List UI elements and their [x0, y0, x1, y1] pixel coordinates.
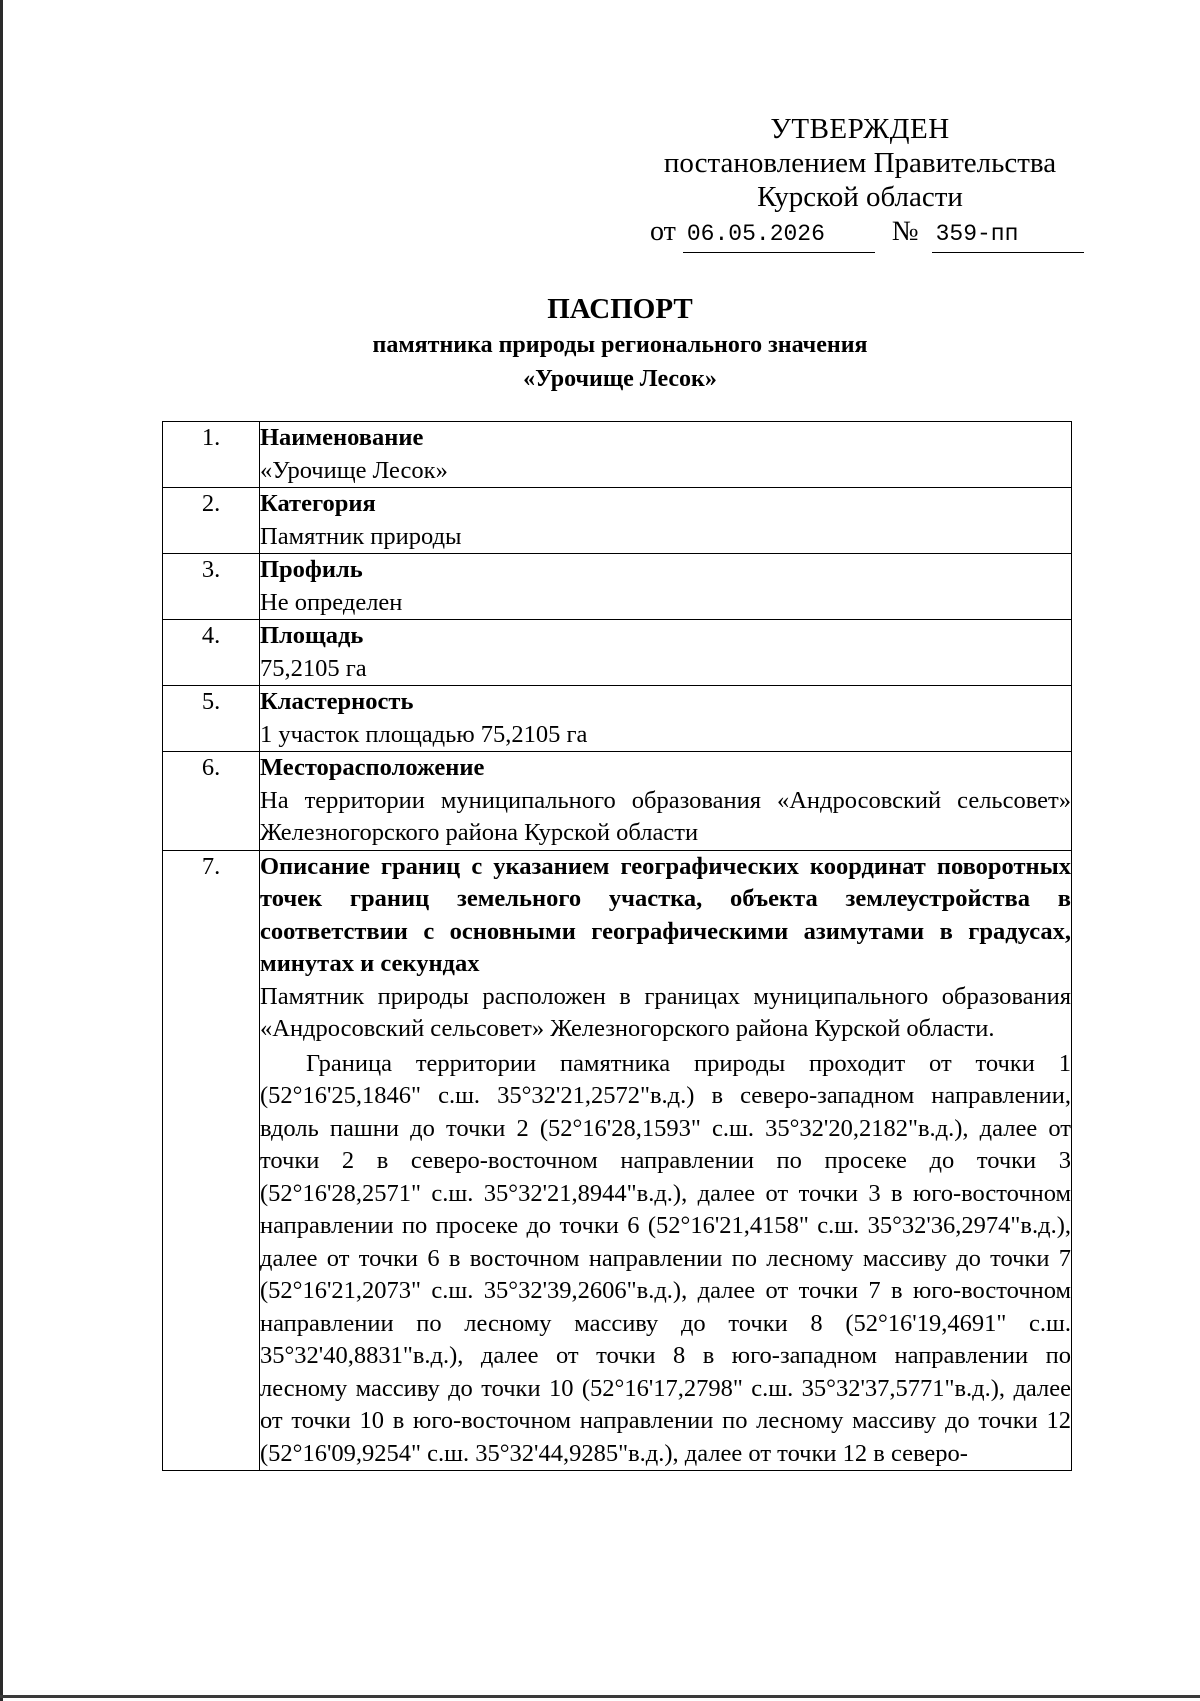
table-row — [163, 850, 1072, 1471]
scan-page-edge-bottom — [0, 1695, 1200, 1698]
approval-title: УТВЕРЖДЕН — [770, 113, 950, 145]
row-number: 3. — [163, 554, 260, 620]
row-number: 1. — [163, 422, 260, 488]
row-value: «Урочище Лесок» — [260, 456, 448, 484]
row-value: Не определен — [260, 588, 403, 616]
decree-reference — [650, 214, 1084, 253]
row-content — [260, 686, 1072, 752]
passport-table — [162, 421, 1072, 1471]
row-number: 6. — [163, 752, 260, 851]
row-content — [260, 422, 1072, 488]
row-number: 5. — [163, 686, 260, 752]
document-title-block — [0, 290, 1200, 396]
row-value: Памятник природы расположен в границах муниципального образования «Андросовский сельсовет» Железногорского района Курской области. — [260, 982, 1071, 1042]
approval-stamp-block — [650, 112, 1070, 214]
table-row — [163, 752, 1072, 851]
document-title: ПАСПОРТ — [547, 293, 693, 325]
row-value: 75,2105 га — [260, 654, 367, 682]
document-subtitle-line-1: памятника природы регионального значения — [372, 332, 868, 358]
document-subtitle-line-2: «Урочище Лесок» — [523, 366, 717, 392]
row-number: 2. — [163, 488, 260, 554]
row-number: 7. — [163, 850, 260, 1471]
row-heading: Месторасположение — [260, 754, 485, 781]
row-number: 4. — [163, 620, 260, 686]
boundary-description: Граница территории памятника природы проходит от точки 1 (52°16'25,1846" с.ш. 35°32'21,2572"в.д.) в северо-западном направлении, вдоль пашни до точки 2 (52°16'28,1593" с.ш. 35°32'20,2182"в.д.), далее от точки 2 в северо-восточном направлении по просеке до точки 3 (52°16'28,2571" с.ш. 35°32'21,8944"в.д.), далее от точки 3 в юго-восточном направлении по просеке до точки 6 (52°16'21,4158" с.ш. 35°32'36,2974"в.д.), далее от точки 6 в восточном направлении по лесному массиву до точки 7 (52°16'21,2073" с.ш. 35°32'39,2606"в.д.), далее от точки 7 в юго-восточном направлении по лесному массиву до точки 8 (52°16'19,4691" с.ш. 35°32'40,8831"в.д.), далее от точки 8 в юго-западном направлении по лесному массиву до точки 10 (52°16'17,2798" с.ш. 35°32'37,5771"в.д.), далее от точки 10 в юго-восточном направлении по лесному массиву до точки 12 (52°16'09,9254" с.ш. 35°32'44,9285"в.д.), далее от точки 12 в северо- — [260, 1049, 1071, 1467]
approval-line-1: постановлением Правительства — [663, 147, 1057, 179]
row-heading: Описание границ с указанием географических координат поворотных точек границ земельного участка, объекта землеустройства в соответствии с основными географическими азимутами в градусах, минутах и секундах — [260, 852, 1071, 977]
decree-date: 06.05.2026 — [683, 216, 875, 253]
row-value: 1 участок площадью 75,2105 га — [260, 720, 588, 748]
row-content — [260, 554, 1072, 620]
table-row — [163, 422, 1072, 488]
row-heading: Кластерность — [260, 688, 414, 715]
row-value: Памятник природы — [260, 522, 462, 550]
row-heading: Профиль — [260, 556, 363, 583]
table-row — [163, 554, 1072, 620]
row-content — [260, 850, 1072, 1471]
table-row — [163, 686, 1072, 752]
row-heading: Наименование — [260, 424, 424, 451]
row-heading: Категория — [260, 490, 376, 517]
decree-number: 359-пп — [932, 216, 1084, 253]
row-heading: Площадь — [260, 622, 364, 649]
decree-from-prefix: от — [650, 216, 676, 247]
table-row — [163, 488, 1072, 554]
row-value: На территории муниципального образования «Андросовский сельсовет» Железногорского района Курской области — [260, 786, 1071, 846]
table-row — [163, 620, 1072, 686]
row-content — [260, 488, 1072, 554]
approval-line-2: Курской области — [757, 181, 963, 213]
scan-page-edge-left — [0, 0, 3, 1701]
decree-number-sign: № — [891, 216, 919, 247]
row-content — [260, 620, 1072, 686]
row-content — [260, 752, 1072, 851]
